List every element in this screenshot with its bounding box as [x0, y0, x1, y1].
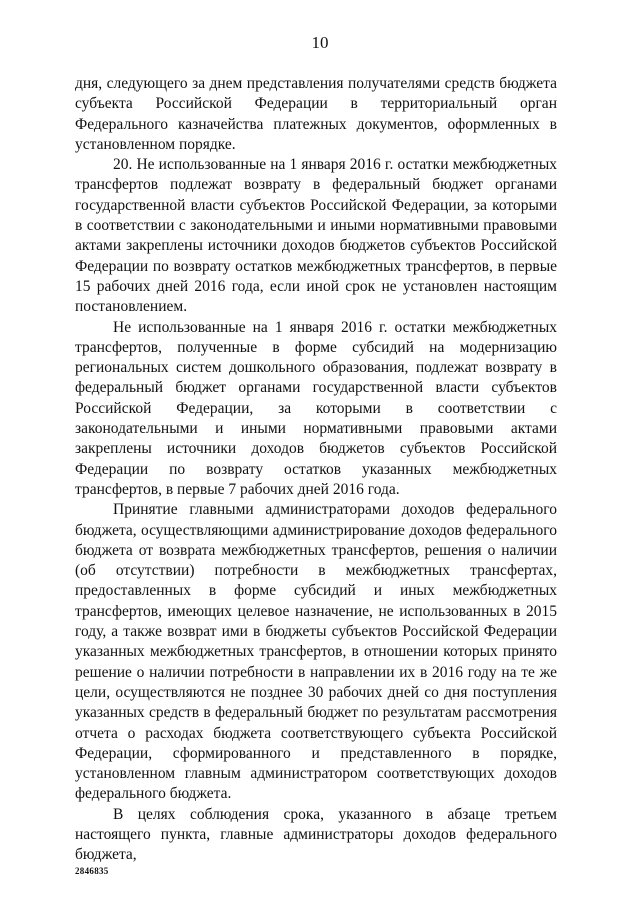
paragraph-item-20: 20. Не использованные на 1 января 2016 г. остатки межбюджетных трансфертов подлежат возврату в федеральный бюджет органами государственной власти субъектов Российской Федерации, за которыми в соответствии с законодательными и иными нормативными правовыми актами закреплены источники доходов бюджетов субъектов Российской Федерации по возврату остатков межбюджетных трансфертов, в первые 15 рабочих дней 2016 года, если иной срок не установлен настоящим постановлением. [75, 156, 557, 316]
paragraph-continuation: дня, следующего за днем представления получателями средств бюджета субъекта Российской Федерации в территориальный орган Федерального казначейства платежных документов, оформленных в установленном порядке. [75, 75, 557, 153]
document-code: 2846835 [75, 866, 109, 876]
paragraph-preschool-subsidies: Не использованные на 1 января 2016 г. остатки межбюджетных трансфертов, полученные в форме субсидий на модернизацию региональных систем дошкольного образования, подлежат возврату в федеральный бюджет органами государственной власти субъектов Российской Федерации, за которыми в соответствии с законодательными и иными нормативными правовыми актами закреплены источники доходов бюджетов субъектов Российской Федерации по возврату остатков указанных межбюджетных трансфертов, в первые 7 рабочих дней 2016 года. [75, 318, 557, 498]
page-number: 10 [311, 33, 329, 52]
document-body [75, 74, 557, 866]
paragraph-administrators-decision: Принятие главными администраторами доходов федерального бюджета, осуществляющими администрирование доходов федерального бюджета от возврата межбюджетных трансфертов, решения о наличии (об отсутствии) потребности в межбюджетных трансфертах, предоставленных в форме субсидий и иных межбюджетных трансфертов, имеющих целевое назначение, не использованных в 2015 году, а также возврат ими в бюджеты субъектов Российской Федерации указанных межбюджетных трансфертов, в отношении которых принято решение о наличии потребности в направлении их в 2016 году на те же цели, осуществляются не позднее 30 рабочих дней со дня поступления указанных средств в федеральный бюджет по результатам рассмотрения отчета о расходах бюджета соответствующего субъекта Российской Федерации, сформированного и представленного в порядке, установленном главным администратором соответствующих доходов федерального бюджета. [75, 501, 557, 803]
paragraph-deadline-compliance: В целях соблюдения срока, указанного в абзаце третьем настоящего пункта, главные администраторы доходов федерального бюджета, [75, 805, 557, 864]
